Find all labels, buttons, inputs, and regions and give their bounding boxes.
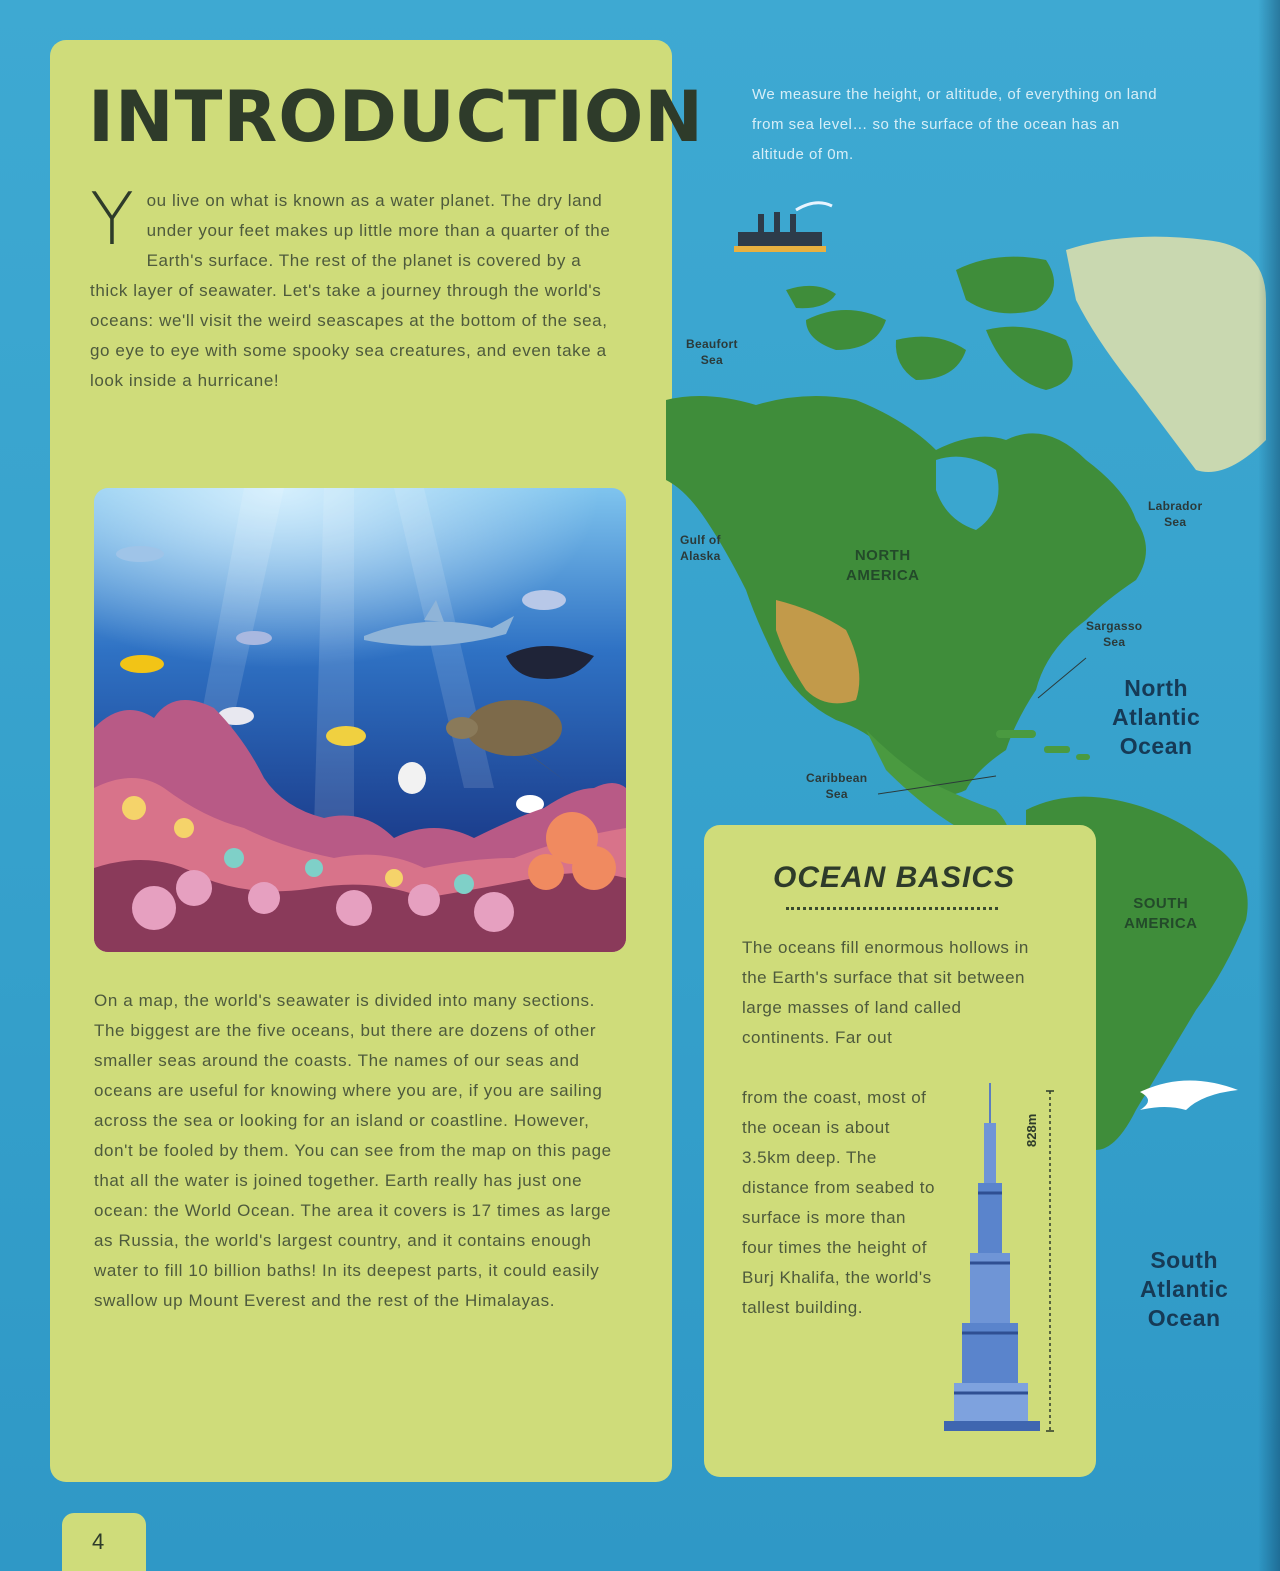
intro-paragraph-1 — [90, 177, 618, 396]
turtle-icon — [466, 700, 562, 756]
south-america-label: SOUTH AMERICA — [1124, 895, 1198, 932]
ship-icon — [734, 203, 832, 252]
caribbean-sea-label: Caribbean Sea — [806, 771, 868, 801]
north-america-landmass — [666, 396, 1146, 795]
gulf-of-alaska-label: Gulf of Alaska — [680, 533, 721, 563]
arctic-islands — [786, 257, 1073, 390]
ocean-basics-title: OCEAN BASICS — [772, 861, 1016, 894]
page-number: 4 — [92, 1529, 105, 1554]
manta-ray-icon — [1140, 1080, 1238, 1110]
south-atlantic-ocean-label: South Atlantic Ocean — [1140, 1247, 1229, 1331]
greenland-landmass — [1066, 237, 1266, 472]
north-atlantic-ocean-label: North Atlantic Ocean — [1112, 675, 1201, 759]
page-spine-shadow — [1258, 0, 1280, 1571]
tower-height-label: 828m — [1024, 1113, 1039, 1147]
labrador-sea-label: Labrador Sea — [1148, 499, 1203, 529]
intro-paragraph-2: On a map, the world's seawater is divided into many sections. The biggest are the five oceans, but there are dozens of other smaller seas around the coasts. The names of our seas and oceans are useful for knowing where you are, if you are sailing across the sea or looking for an island or coastline. However, don't be fooled by them. You can see from the map on this page that all the water is joined together. Earth really has just one ocean: the World Ocean. The area it covers is 17 times as large as Russia, the world's largest country, and it contains enough water to fill 10 billion baths! In its deepest parts, it could easily swallow up Mount Everest and the rest of the Himalayas. — [94, 991, 612, 1310]
yellow-fish-icon — [120, 655, 164, 673]
coral-reef-illustration — [94, 488, 626, 952]
intro-paragraph-1-text: ou live on what is known as a water planet. The dry land under your feet makes up little more than a quarter of the Earth's surface. The rest of the planet is covered by a thick layer of seawater. Let's take a journey through the world's oceans: we'll visit the weird seascapes at the bottom of the sea, go eye to eye with some spooky sea creatures, and even take a look inside a hurricane! — [90, 191, 611, 390]
burj-khalifa-icon — [934, 1083, 1058, 1435]
beaufort-sea-label: Beaufort Sea — [686, 337, 738, 367]
drop-cap: Y — [90, 177, 135, 261]
altitude-caption: We measure the height, or altitude, of everything on land from sea level… so the surface of the ocean has an altitude of 0m. — [752, 86, 1158, 163]
sargasso-sea-label: Sargasso Sea — [1086, 619, 1143, 649]
ocean-basics-panel — [704, 825, 1096, 1477]
ocean-basics-text-2: from the coast, most of the ocean is about 3.5km deep. The distance from seabed to surface is more than four times the height of Burj Khalifa, the world's tallest building. — [742, 1088, 935, 1317]
ocean-basics-text-1: The oceans fill enormous hollows in the Earth's surface that sit between large masses of land called continents. Far out — [742, 938, 1029, 1047]
page-number-tab — [62, 1513, 146, 1571]
page-title: INTRODUCTION — [88, 76, 704, 158]
coral-reef-photo — [94, 488, 626, 952]
north-america-label: NORTH AMERICA — [846, 547, 920, 584]
dotted-divider — [786, 907, 998, 910]
